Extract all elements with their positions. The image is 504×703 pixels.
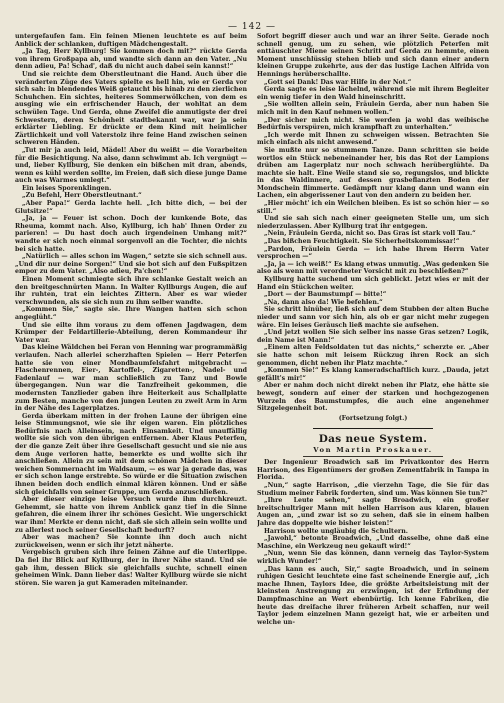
paragraph: „Aber Papa!“ Gerda lachte hell. „Ich bitte dich, — bei der Glutsitze!“ (15, 200, 247, 215)
paragraph: „Ich werde mit Ihnen zu schweigen wissen. Betrachten Sie mich einfach als nicht anwesend.“ (257, 131, 489, 147)
byline-divider (303, 456, 442, 457)
paragraph: „Nun,“ sagte Harrison, „die vierzehn Tage, die Sie für das Studium meiner Fabrik forderten, sind um. Was können Sie tun?“ (257, 482, 489, 497)
left-column (15, 33, 247, 703)
paragraph: „Kommen Sie!“ Es klang kameradschaftlich kurz. „Dauda, jetzt gefällt's mir!“ (257, 367, 489, 382)
page-header (15, 14, 489, 32)
paragraph: Harrison wollte ungläubig die Schultern. (264, 527, 408, 535)
paragraph: Aber dieser einzige leise Versuch wurde ihm durchkreuzt. Gehemmt, sie hatte von ihrem Anblick ganz tief in die Sinne gefahren, die einem ihrer ihr schönes Gesicht. Wie ungerschickt war ihm! Merkte er denn nicht, daß sie sich allein sein wollte und zu allerlest noch seiner Gesellschaft bedurft? (15, 496, 247, 534)
page-number: — 142 — (228, 22, 276, 32)
paragraph: „Und jetzt wollen Sie sich selber ins nasse Gras setzen? Logik, dein Name ist Mann!“ (257, 329, 489, 344)
paragraph: Aber er nahm doch nicht direkt neben ihr Platz, ehe hätte sie bewegt, sondern auf einer der starken und hochgezogenen Wurzeln des Baumstumpfes, die auch eine angenehmer Sitzgelegenheit bot. (257, 382, 489, 413)
paragraph: „Sie wollten allein sein, Fräulein Gerda, aber nun haben Sie mich mit in den Kauf nehmen wollen.“ (257, 101, 489, 116)
paragraph: Und sie eilte ihm voraus zu dem offenen Jagdwagen, dem Krümper der Feldartillerie-Abteilung, deren Kommandeur ihr Vater war. (15, 321, 247, 344)
paragraph: „Tut mir ja auch leid, Mädel! Aber du weißt — die Vorarbeiten für die Besichtigung. Na also, dann schwimmt ab. Ich vergnügt — und, lieber Kyllburg, Sie denken ein bißchen mit dran, abends, wenn es kühl werden sollte, im Freien, daß sich diese junge Dame auch was Warmes umlegt.“ (15, 146, 247, 185)
paragraph: „Ihre Leute sehen,“ sagte Broadwich, ein großer breitschultriger Mann mit hellen Harrison aus klaren, blauen Augen an, „und zwar ist so zu sehen, daß sie in einem halben Jahre das doppelte wie bisher leisten!“ (257, 497, 489, 528)
paragraph: „Das bißchen Feuchtigkeit. Sie Sicherheitskommissar!“ (264, 238, 460, 246)
paragraph: untergefaufen fam. Ein feinen Mienen leuchtete es auf beim Anblick der schlanken, duftigen Mädchengestalt. (15, 33, 247, 48)
paragraph: Der Ingenieur Broadwich saß im Privatkontor des Herrn Harrison, des Eigentümers der großen Zementfabrik in Tampa in Florida. (257, 459, 489, 482)
continuation-note: (Fortsetzung folgt.) (338, 414, 408, 422)
paragraph: Sie mußte nur so stummem Tanze. Dann schritten sie beide wortlos ein Stück nebeneinander her, bis das Rot der Lampions drüben am Lagerplatz nur noch schwach herüberglühte. Da machte sie halt. Eine Weile stand sie so, regungslos, und blickte in das Waldinnere, auf dessen grasbeflanzten Boden der Mondschein flimmerte. Gedämpft nur klang dann und wann ein Lachen, ein abgerissener Laut von den andern zu beiden her. (257, 146, 489, 200)
paragraph: „Pardon, Fräulein Gerda — ich habe Ihrem Herrn Vater versprochen —“ (257, 245, 489, 261)
text-columns (15, 33, 489, 703)
paragraph: „Jawohl,“ betonte Broadwich, „Und dasselbe, ohne daß eine Maschine, ein Werkzeug neu gekauft wird!“ (257, 535, 489, 550)
paragraph: „Zu Befehl, Herr Oberstleutnant.“ (22, 192, 142, 200)
paragraph: „Gott sei Dank! Das war Hilfe in der Not.“ (264, 78, 412, 86)
paragraph: Gerda sagte es leise lächelnd, während sie mit ihrem Begleiter ein wenig tiefer in den Wald hineinschritt. (257, 86, 489, 101)
paragraph: Gerda überkam mitten in der frohen Laune der übrigen eine leise Stimmungsnot, wie sie ihr eigen waren. Ein plötzliches Bedürfnis nach Alleinsein, nach Einsamkeit. Und unauffällig wollte sie sich von den übrigen entfernen. Aber Klaus Peterfen, der die ganze Zeit über ihre Gesellschaft gesucht und sie nie aus dem Auge verloren hatte, bemerkte es und wollte sich ihr anschließen. Allein zu sein mit dem schönen Mädchen in dieser weichen Sommernacht im Waldsaum, — es war ja gerade das, was er sich schon lange erstrebte. So würde er die Situation zwischen ihnen beiden doch endlich einmal klären können. Und er säße sich gleichfalls von seiner Gruppe, um Gerda anzuschließen. (15, 412, 247, 496)
paragraph: „Ja, ja — ich weiß!“ Es klang etwas unmutig. „Was gedenken Sie also als wenn mit verordneter Vorsicht mit zu beschließen?“ (257, 260, 489, 276)
article-title: Das neue System. (318, 433, 428, 446)
paragraph: Sofort begriff dieser auch und war an ihrer Seite. Gerade noch schnell genug, um zu sehen, wie plötzlich Peterfen mit enttäuschter Miene seinen Schritt auf Gerda zu hemmte, einen Moment unschlüssig stehen blieb und sich dann einer andern kleinen Gruppe zukehrte, aus der das lustige Lachen Alfrida von Hennings herüberschallte. (257, 33, 489, 78)
paragraph: Und sie reichte dem Oberstleutnant die Hand. Auch über die veränderten Züge des Vaters spielte es hell hin, wie er Gerda vor sich sah: in blendendes Weiß getaucht bis hinab zu den zierlichen Schuhchen. Ein sichtes, heiteres Sommerwölkchen, von dem es ausging wie ein erfrischender Hauch, der wohltat an dem schwülen Tage. Und Gerda, ohne Zweifel die anmutigste der drei Schwestern, deren Schönheit stadtbekannt war, war ja sein erklärter Liebling. Er drückte er dem Kind mit heimlicher Zärtlichkeit und voll Vaterstolz ihre feine Hand zwischen seinen schweren Händen. (15, 70, 247, 147)
paragraph: „Nun, wenn Sie das können, dann verneig das Taylor-System wirklich Wunder!“ (257, 550, 489, 565)
paragraph: „Ja, ja — Feuer ist schon. Doch der kunkende Bote, das Rheuma, kommt nach. Also, Kyllburg, ich hab' Ihnen Order zu parieren! — Du hast doch auch irgendeinen Umhang mit?“ wandte er sich noch einmal sorgenvoll an die Tochter, die nichts bei sich hatte. (15, 215, 247, 253)
paragraph: Das kleine Wäldchen bei Feran von Henning war programmäßig verlaufen. Nach allerlei scherzhaften Spielen — Herr Peterfen hatte sie von einer Mondbaumfelsfahrt mitgebracht — Flaschenrennen, Eier-, Kartoffel-, Zigaretten-, Nadel- und Fadenlauf — war man schließlich zu Tanz und Bowle übergegangen. Nun war die Tanzfreiheit gekommen, die modernsten Tanzlieder gaben ihre Heiterkeit aus Schallplatte zum Besten, manche von den jungen Leuten zu zweit Arm in Arm in der Nähe des Lagerplatzes. (15, 344, 247, 413)
paragraph: „Das kann es auch, Sir,“ sagte Broadwich, und in seinem ruhigen Gesicht leuchtete eine fast scheinende Energie auf, „ich mache Ihnen, Taylors Idee, die größte Arbeitsleistung mit der kleinsten Anstrengung zu erzwingen, ist der Erfindung der Dampfmaschine an Wert ebenbürtig. Ich kenne Fabriken, die heute das dreifache ihrer früheren Arbeit schaffen, nur weil Taylor jedem einzelnen Mann gezeigt hat, wie er arbeiten und welche un- (257, 565, 489, 626)
paragraph: „Der sicher mich nicht. Sie werden ja wohl das weibische Bedürfnis verspüren, mich krampfhaft zu unterhalten.“ (257, 116, 489, 132)
paragraph: Sie schritt hinüber, ließ sich auf dem Stubben der alten Buche nieder und sann vor sich hin, als ob er gar nicht mehr zugegen wäre. Ein leises Geräusch ließ machte sie aufsehen. (257, 306, 489, 329)
paragraph: Aber was machen? Sie konnte ihn doch auch nicht zurückweisen, wenn er sich ihr jetzt näherte. (15, 534, 247, 549)
paragraph: Vergebisch gruben sich ihre feinen Zähne auf die Unterlippe. Da fiel ihr Blick auf Kyllburg, der in ihrer Nähe stand. Und sie gab ihm, dessen Blick sie gleichfalls suchte, schnell einen geheimen Wink. Dann lieber das! Walter Kyllburg würde sie nicht stören. Sie waren ja gut Kameraden miteinander. (15, 549, 247, 587)
article-byline: Von Martin Proskauer. (313, 446, 433, 455)
paragraph: „Hier möcht' ich ein Weilchen bleiben. Es ist so schön hier — so still.“ (257, 200, 489, 215)
paragraph: Ein leises Sporenklingen. (22, 184, 112, 192)
paragraph: Und sie sah sich nach einer geeigneten Stelle um, um sich niederzulassen. Aber Kyllburg trat ihr entgegen. (257, 215, 489, 230)
paragraph: „Na, dann also da! Wie befehlen.“ (264, 298, 383, 306)
paragraph: „Dort — der Baumstumpf — bitte!“ (264, 291, 387, 299)
section-rule (313, 428, 433, 429)
paragraph: „Natürlich — alles schon im Wagen,“ setzte sie sich schnell aus. „Und dir nur deine Sorgen!“ Und sie bot sich auf den Fußspitzen empor zu dem Vater. „Also adieu, Pa'chen!“ (15, 253, 247, 276)
paragraph: „Nein, Fräulein Gerda, nicht so. Das Gras ist stark voll Tau.“ (264, 230, 476, 238)
paragraph: „Einem alten Feldsoldaten tut das nichts,“ scherzte er. „Aber sie hatte schon mit leisem Rückzug ihren Rock an sich genommen, dicht neben ihr Platz machte.“ (257, 344, 489, 367)
paragraph: Einen Moment schmiegte sich ihre schlanke Gestalt weich an den breitgeschnürten Mann. In Walter Kyllburgs Augen, die auf ihr ruhten, trat ein leichtes Zittern. Aber es war wieder verschwunden, als sie sich nun zu ihm selber wandte. (15, 276, 247, 306)
right-column (257, 33, 489, 703)
paragraph: „Kommen Sie,“ sagte sie. Ihre Wangen hatten sich schon angeglüht.“ (15, 306, 247, 321)
paragraph: „Ja Tag, Herr Kyllburg! Sie kommen doch mit?“ rückte Gerda von ihrem Großpapa ab, und wandte sich dann an den Vater. „Nu denn adieu, Pa! Schad', daß du nicht auch dabei sein kannst!“ (15, 48, 247, 71)
paragraph: Kyllburg hatte suchend um sich geblickt. Jetzt wies er mit der Hand ein Stückchen weiter. (257, 276, 489, 291)
